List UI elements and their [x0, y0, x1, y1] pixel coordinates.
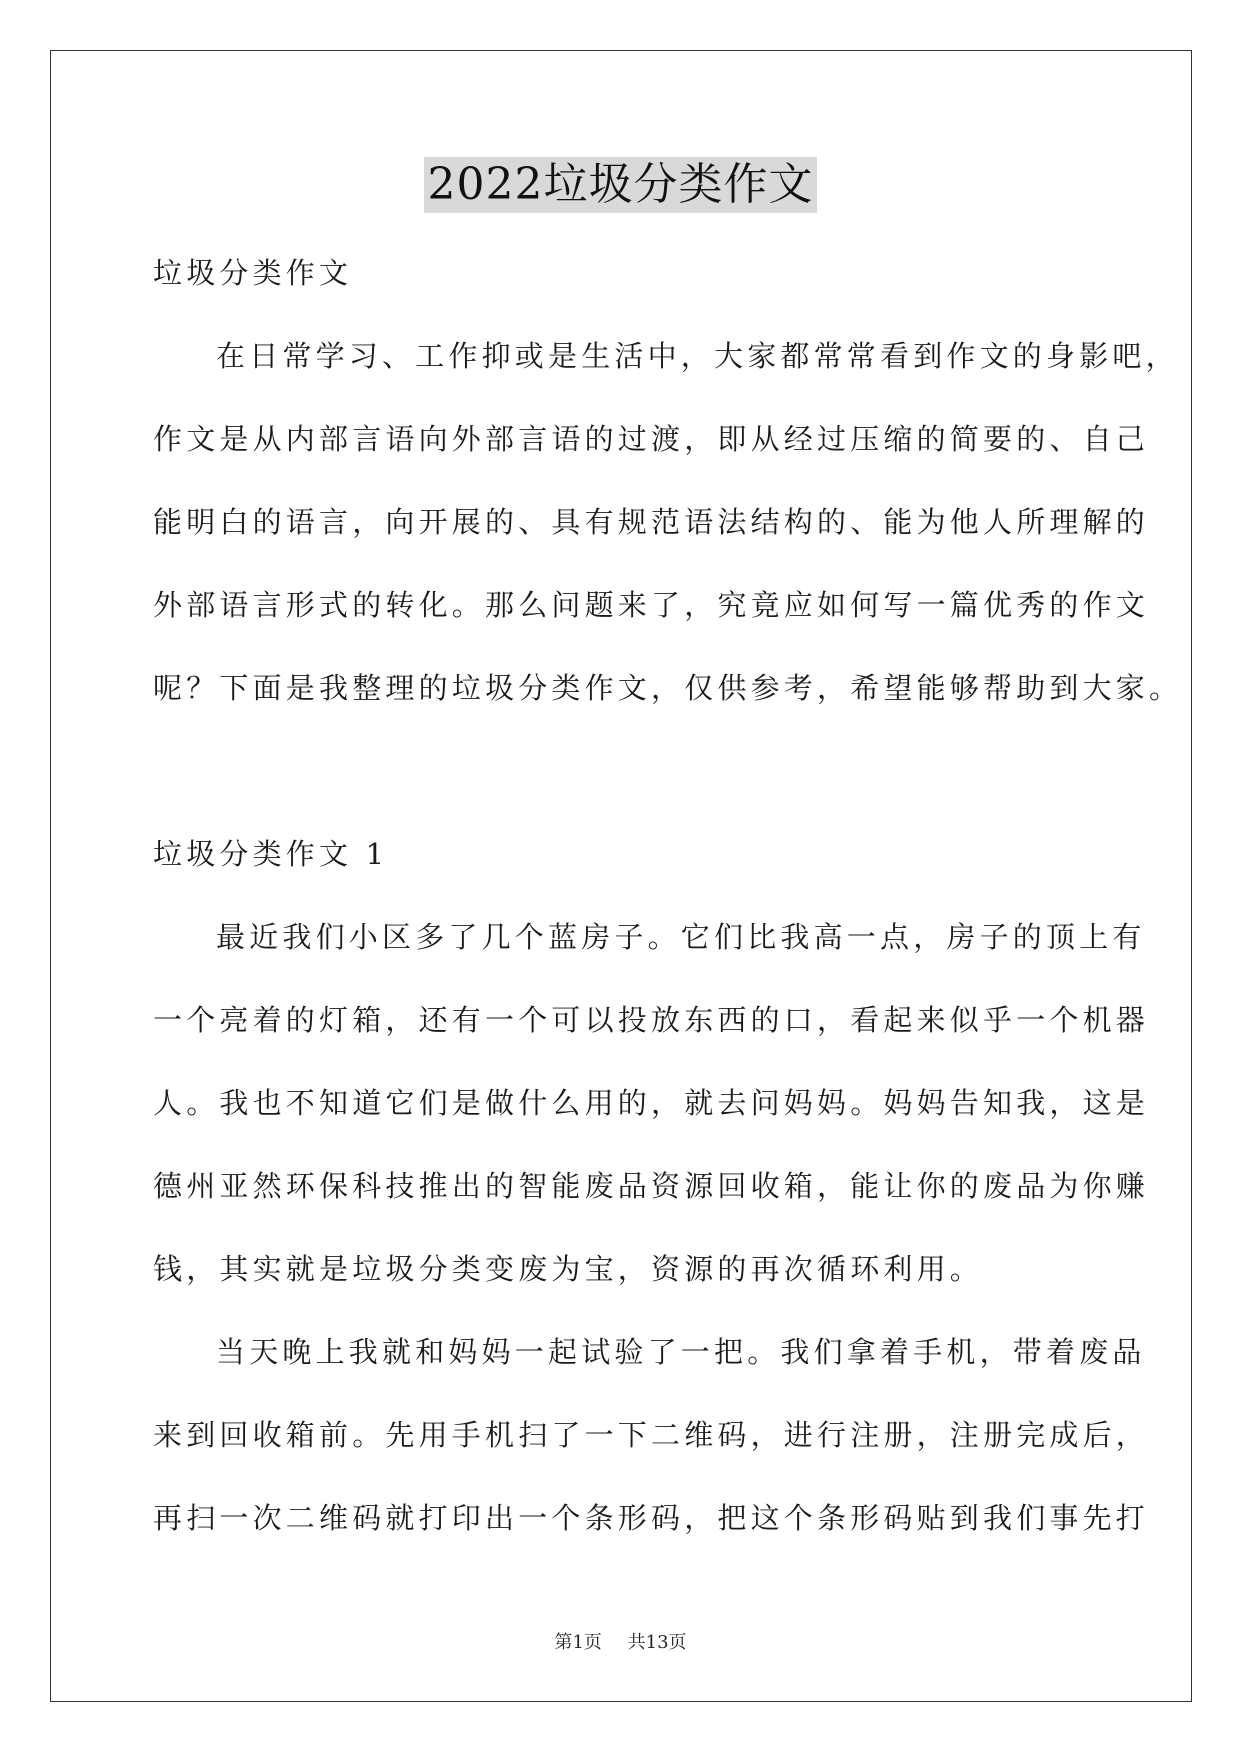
essay-paragraph: [153, 896, 1150, 1311]
page-footer: [0, 1628, 1241, 1654]
paragraph-line: 外部语言形式的转化。那么问题来了，究竟应如何写一篇优秀的作文: [153, 588, 1150, 622]
document-body: [153, 232, 1183, 1560]
intro-paragraph: [153, 315, 1183, 730]
paragraph-line: 德州亚然环保科技推出的智能废品资源回收箱，能让你的废品为你赚: [153, 1169, 1150, 1203]
paragraph-line: 一个亮着的灯箱，还有一个可以投放东西的口，看起来似乎一个机器: [153, 1003, 1150, 1037]
title-container: [0, 157, 1241, 213]
essay-heading: 垃圾分类作文 1: [153, 837, 389, 871]
paragraph-line: 来到回收箱前。先用手机扫了一下二维码，进行注册，注册完成后，: [153, 1418, 1150, 1452]
paragraph-line: 再扫一次二维码就打印出一个条形码，把这个条形码贴到我们事先打: [153, 1501, 1150, 1535]
paragraph-line: 呢？下面是我整理的垃圾分类作文，仅供参考，希望能够帮助到大家。: [153, 671, 1183, 705]
paragraph-line: 在日常学习、工作抑或是生活中，大家都常常看到作文的身影吧，: [216, 339, 1179, 373]
page-number: 第1页: [554, 1632, 602, 1653]
paragraph-line: 能明白的语言，向开展的、具有规范语法结构的、能为他人所理解的: [153, 505, 1150, 539]
page-total: 共13页: [627, 1632, 687, 1653]
blank-line: [153, 730, 1093, 813]
document-title: 2022垃圾分类作文: [424, 157, 818, 213]
paragraph-line: 人。我也不知道它们是做什么用的，就去问妈妈。妈妈告知我，这是: [153, 1086, 1150, 1120]
essay-paragraph: [153, 1311, 1150, 1560]
paragraph-line: 最近我们小区多了几个蓝房子。它们比我高一点，房子的顶上有: [216, 920, 1146, 954]
intro-heading: 垃圾分类作文: [153, 256, 353, 290]
paragraph-line: 当天晚上我就和妈妈一起试验了一把。我们拿着手机，带着废品: [216, 1335, 1146, 1369]
paragraph-line: 钱，其实就是垃圾分类变废为宝，资源的再次循环利用。: [153, 1252, 984, 1286]
paragraph-line: 作文是从内部言语向外部言语的过渡，即从经过压缩的简要的、自己: [153, 422, 1150, 456]
